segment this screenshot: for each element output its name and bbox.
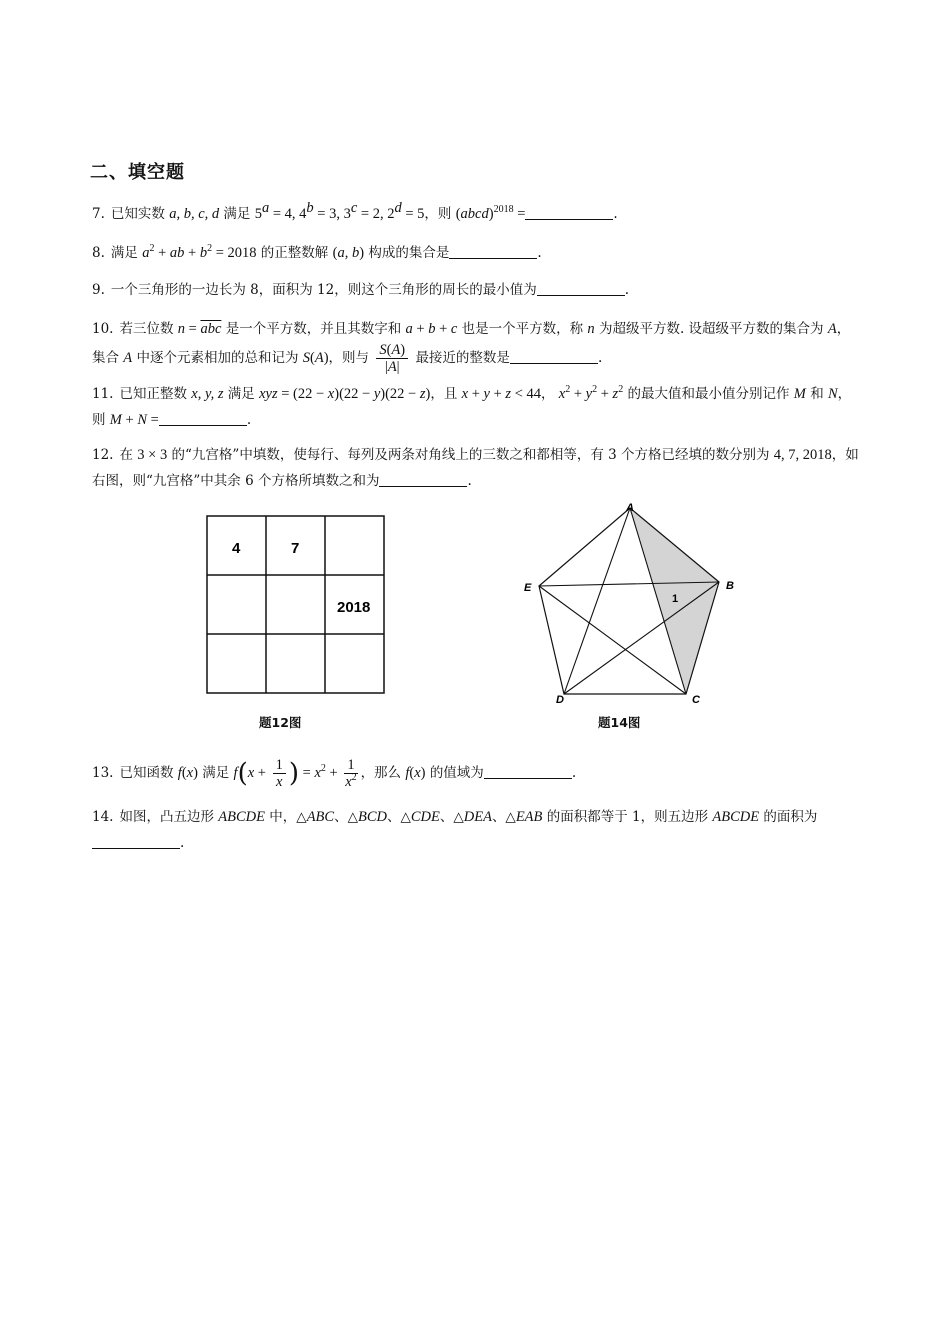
question-10: 10. 若三位数 $n = \overline{abc}$ 是一个平方数，并且其数字和 a + b + c 也是一个平方数，称 n 为超级平方数. 设超级平方数的集合为 A，集合 A 中逐个元素相加的总和记为 S(A)，则与 $\frac{S(A)}{|A|}$ 最接近的整数是 . [92, 321, 851, 375]
vertex-label-b: B [726, 580, 734, 592]
pentagon-figure [510, 500, 750, 710]
answer-blank [537, 281, 625, 296]
question-8: 8. 满足 $a^2$ + ab + $b^2 = 2018$ 的正整数解 (a, b) 构成的集合是 . [92, 243, 542, 261]
answer-blank [510, 349, 598, 364]
answer-blank [159, 411, 247, 426]
figure-14-caption: 题14图 [598, 715, 641, 730]
answer-blank [525, 205, 613, 220]
answer-blank [484, 764, 572, 779]
question-7: 7. 已知实数 a, b, c, d 满足 $5^a = 4$, $4^b = 3$, $3^c = 2$, $2^d = 5$，则 (abcd)$^{2018}$ = . [92, 200, 618, 222]
question-14: 14. 如图，凸五边形 ABCDE 中，△ABC、△BCD、△CDE、△DEA、△EAB 的面积都等于 1，则五边形 ABCDE 的面积为. [92, 809, 818, 851]
answer-blank [92, 834, 180, 849]
grid-cell-0-1: 7 [291, 540, 300, 557]
vertex-label-c: C [692, 694, 700, 706]
vertex-label-e: E [524, 582, 532, 594]
grid-cell-0-0: 4 [232, 540, 241, 557]
vertex-label-d: D [556, 694, 564, 706]
question-9: 9. 一个三角形的一边长为 8，面积为 12，则这个三角形的周长的最小值为 . [92, 282, 630, 298]
figure-12-caption: 题12图 [259, 715, 302, 730]
section-title: 二、填空题 [90, 162, 185, 183]
question-13: 13. 已知函数 f(x) 满足 f(x + $\frac{1}{x}$ ) = $x^2$ + $\frac{1}{x^2}$ ，那么 f(x) 的值域为 . [92, 757, 577, 791]
magic-square-grid [200, 510, 390, 700]
answer-blank [449, 244, 537, 259]
answer-blank [379, 472, 467, 487]
question-12: 12. 在 3 × 3 的“九宫格”中填数，使每行、每列及两条对角线上的三数之和都相等，有 3 个方格已经填的数分别为 4, 7, 2018，如右图，则“九宫格”中其余 6 个方格所填数之和为 . [92, 447, 859, 489]
question-11: 11. 已知正整数 x, y, z 满足 xyz = (22 − x)(22 − y)(22 − z)，且 x + y + z < 44， $x^2 + y^2 + z^2$ 的最大值和最小值分别记作 M 和 N，则 M + N = . [92, 384, 852, 428]
grid-cell-1-2: 2018 [337, 599, 371, 616]
region-label-1: 1 [672, 593, 679, 605]
vertex-label-a: A [626, 502, 634, 514]
